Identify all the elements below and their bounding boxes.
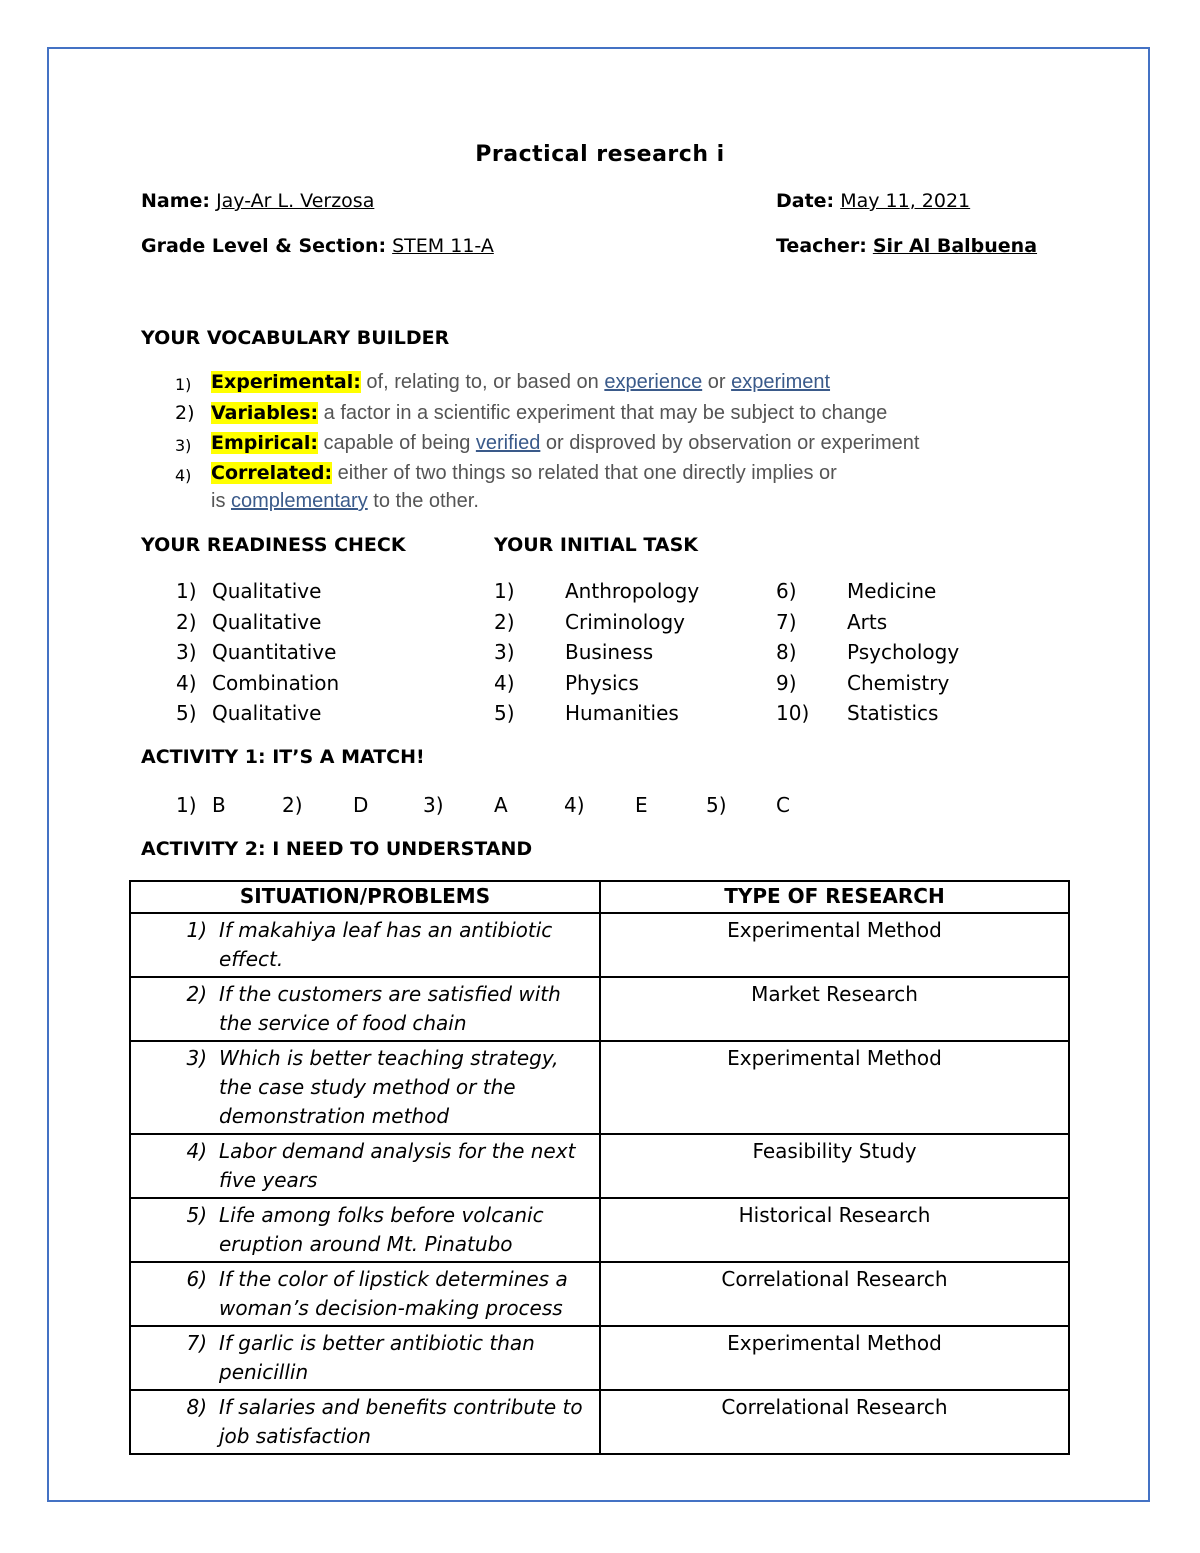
vocab-term: Variables: [211, 402, 319, 424]
task-answer: Humanities [565, 701, 679, 725]
vocab-definition: is [211, 490, 231, 512]
research-type-cell: Correlational Research [600, 1390, 1069, 1454]
vocab-definition: or disproved by observation or experiment [540, 432, 920, 454]
research-type-cell: Correlational Research [600, 1262, 1069, 1326]
research-type-cell: Market Research [600, 977, 1069, 1041]
situation-cell [130, 913, 600, 977]
situation-content [137, 1329, 593, 1387]
date-value: May 11, 2021 [840, 190, 971, 212]
match-number: 2) [282, 793, 303, 817]
readiness-answer: Qualitative [212, 701, 322, 725]
situation-cell [130, 1262, 600, 1326]
vocab-term: Correlated: [211, 462, 333, 484]
vocab-definition: a factor in a scientific experiment that may be subject to change [318, 402, 888, 424]
grade-field [141, 235, 494, 257]
situation-content [137, 916, 593, 974]
vocab-definition: of, relating to, or based on [360, 371, 605, 393]
situation-number: 5) [186, 1203, 207, 1227]
readiness-answer: Qualitative [212, 609, 322, 634]
situation-number: 1) [186, 918, 207, 942]
task-number: 4) [494, 670, 515, 695]
situation-content [137, 1137, 593, 1195]
task-answer: Medicine [847, 579, 937, 603]
match-answer: B [212, 793, 226, 817]
task-number: 10) [776, 701, 810, 725]
vocab-link-verified[interactable]: verified [475, 432, 541, 454]
table-row [130, 977, 1069, 1041]
vocab-term: Experimental: [211, 371, 361, 393]
readiness-number: 2) [176, 609, 197, 634]
situation-text: If the color of lipstick determines a woman’s decision-making process [219, 1267, 568, 1320]
date-label: Date: [776, 190, 835, 212]
match-answer: D [353, 793, 369, 817]
readiness-number: 5) [176, 701, 197, 725]
table-row [130, 913, 1069, 977]
situation-cell [130, 1326, 600, 1390]
vocab-number: 4) [175, 466, 192, 485]
situation-number: 4) [186, 1139, 207, 1163]
table-row [130, 1041, 1069, 1134]
situation-number: 8) [186, 1395, 207, 1419]
grade-label: Grade Level & Section: [141, 235, 387, 257]
research-type-cell: Experimental Method [600, 913, 1069, 977]
situation-content [137, 1044, 593, 1131]
situation-cell [130, 1041, 600, 1134]
situation-content [137, 1265, 593, 1323]
column-header-situation: SITUATION/PROBLEMS [130, 881, 600, 913]
task-answer: Business [565, 640, 654, 664]
vocab-link-experiment[interactable]: experiment [731, 371, 831, 393]
task-answer: Statistics [847, 701, 939, 725]
situation-cell [130, 1390, 600, 1454]
task-number: 9) [776, 670, 797, 695]
task-number: 8) [776, 640, 797, 664]
readiness-answer: Quantitative [212, 640, 337, 664]
table-row [130, 1326, 1069, 1390]
grade-value: STEM 11-A [392, 235, 494, 257]
situation-number: 7) [186, 1331, 207, 1355]
task-number: 5) [494, 701, 515, 725]
vocab-number: 1) [175, 375, 192, 394]
situation-text: If the customers are satisfied with the service of food chain [219, 982, 561, 1035]
initial-task-heading: YOUR INITIAL TASK [494, 534, 698, 556]
situation-cell [130, 1134, 600, 1198]
task-answer: Physics [565, 670, 639, 695]
task-answer: Anthropology [565, 579, 700, 603]
activity1-heading: ACTIVITY 1: IT’S A MATCH! [141, 746, 425, 768]
task-number: 1) [494, 579, 515, 603]
table-row [130, 1134, 1069, 1198]
date-field [776, 190, 970, 212]
readiness-answer: Combination [212, 670, 340, 695]
name-value: Jay-Ar L. Verzosa [216, 190, 375, 212]
match-answer: E [635, 793, 648, 817]
task-answer: Chemistry [847, 670, 950, 695]
situation-text: If salaries and benefits contribute to job satisfaction [219, 1395, 583, 1448]
name-label: Name: [141, 190, 211, 212]
vocab-number: 2) [175, 402, 195, 424]
research-table [129, 880, 1070, 1455]
vocabulary-heading: YOUR VOCABULARY BUILDER [141, 327, 450, 349]
teacher-value: Sir Al Balbuena [872, 235, 1038, 257]
situation-number: 2) [186, 982, 207, 1006]
situation-content [137, 1393, 593, 1451]
vocab-definition: or [702, 371, 732, 393]
situation-text: Life among folks before volcanic eruption around Mt. Pinatubo [219, 1203, 544, 1256]
readiness-number: 3) [176, 640, 197, 664]
match-number: 4) [564, 793, 585, 817]
page-title: Practical research i [475, 142, 725, 167]
match-answer: A [494, 793, 508, 817]
match-number: 5) [706, 793, 727, 817]
situation-cell [130, 1198, 600, 1262]
research-type-cell: Experimental Method [600, 1326, 1069, 1390]
task-answer: Criminology [565, 609, 686, 634]
vocab-definition: to the other. [367, 490, 479, 512]
situation-text: Labor demand analysis for the next five years [219, 1139, 576, 1192]
task-answer: Psychology [847, 640, 960, 664]
situation-content [137, 1201, 593, 1259]
task-number: 2) [494, 609, 515, 634]
vocab-link-experience[interactable]: experience [604, 371, 703, 393]
situation-text: If makahiya leaf has an antibiotic effect. [219, 918, 553, 971]
vocab-number: 3) [175, 436, 192, 455]
column-header-type: TYPE OF RESEARCH [600, 881, 1069, 913]
research-type-cell: Historical Research [600, 1198, 1069, 1262]
vocab-link-complementary[interactable]: complementary [231, 490, 368, 512]
teacher-label: Teacher: [776, 235, 867, 257]
task-number: 7) [776, 609, 797, 634]
vocab-definition: capable of being [317, 432, 476, 454]
vocab-term: Empirical: [211, 432, 318, 454]
research-type-cell: Feasibility Study [600, 1134, 1069, 1198]
table-row [130, 1390, 1069, 1454]
situation-number: 3) [186, 1046, 207, 1070]
task-number: 6) [776, 579, 797, 603]
situation-text: If garlic is better antibiotic than penicillin [219, 1331, 535, 1384]
table-row [130, 1198, 1069, 1262]
table-row [130, 1262, 1069, 1326]
match-number: 3) [423, 793, 444, 817]
task-answer: Arts [847, 609, 888, 634]
readiness-number: 4) [176, 670, 197, 695]
teacher-field [776, 235, 1037, 257]
table-header-row [130, 881, 1069, 913]
vocab-definition: either of two things so related that one directly implies or [332, 462, 837, 484]
readiness-number: 1) [176, 579, 197, 603]
match-answer: C [776, 793, 790, 817]
task-number: 3) [494, 640, 515, 664]
name-field [141, 190, 374, 212]
situation-content [137, 980, 593, 1038]
readiness-answer: Qualitative [212, 579, 322, 603]
situation-number: 6) [186, 1267, 207, 1291]
activity2-heading: ACTIVITY 2: I NEED TO UNDERSTAND [141, 838, 533, 860]
situation-cell [130, 977, 600, 1041]
situation-text: Which is better teaching strategy, the case study method or the demonstration method [219, 1046, 559, 1128]
match-number: 1) [176, 793, 197, 817]
research-type-cell: Experimental Method [600, 1041, 1069, 1134]
readiness-heading: YOUR READINESS CHECK [141, 534, 406, 556]
